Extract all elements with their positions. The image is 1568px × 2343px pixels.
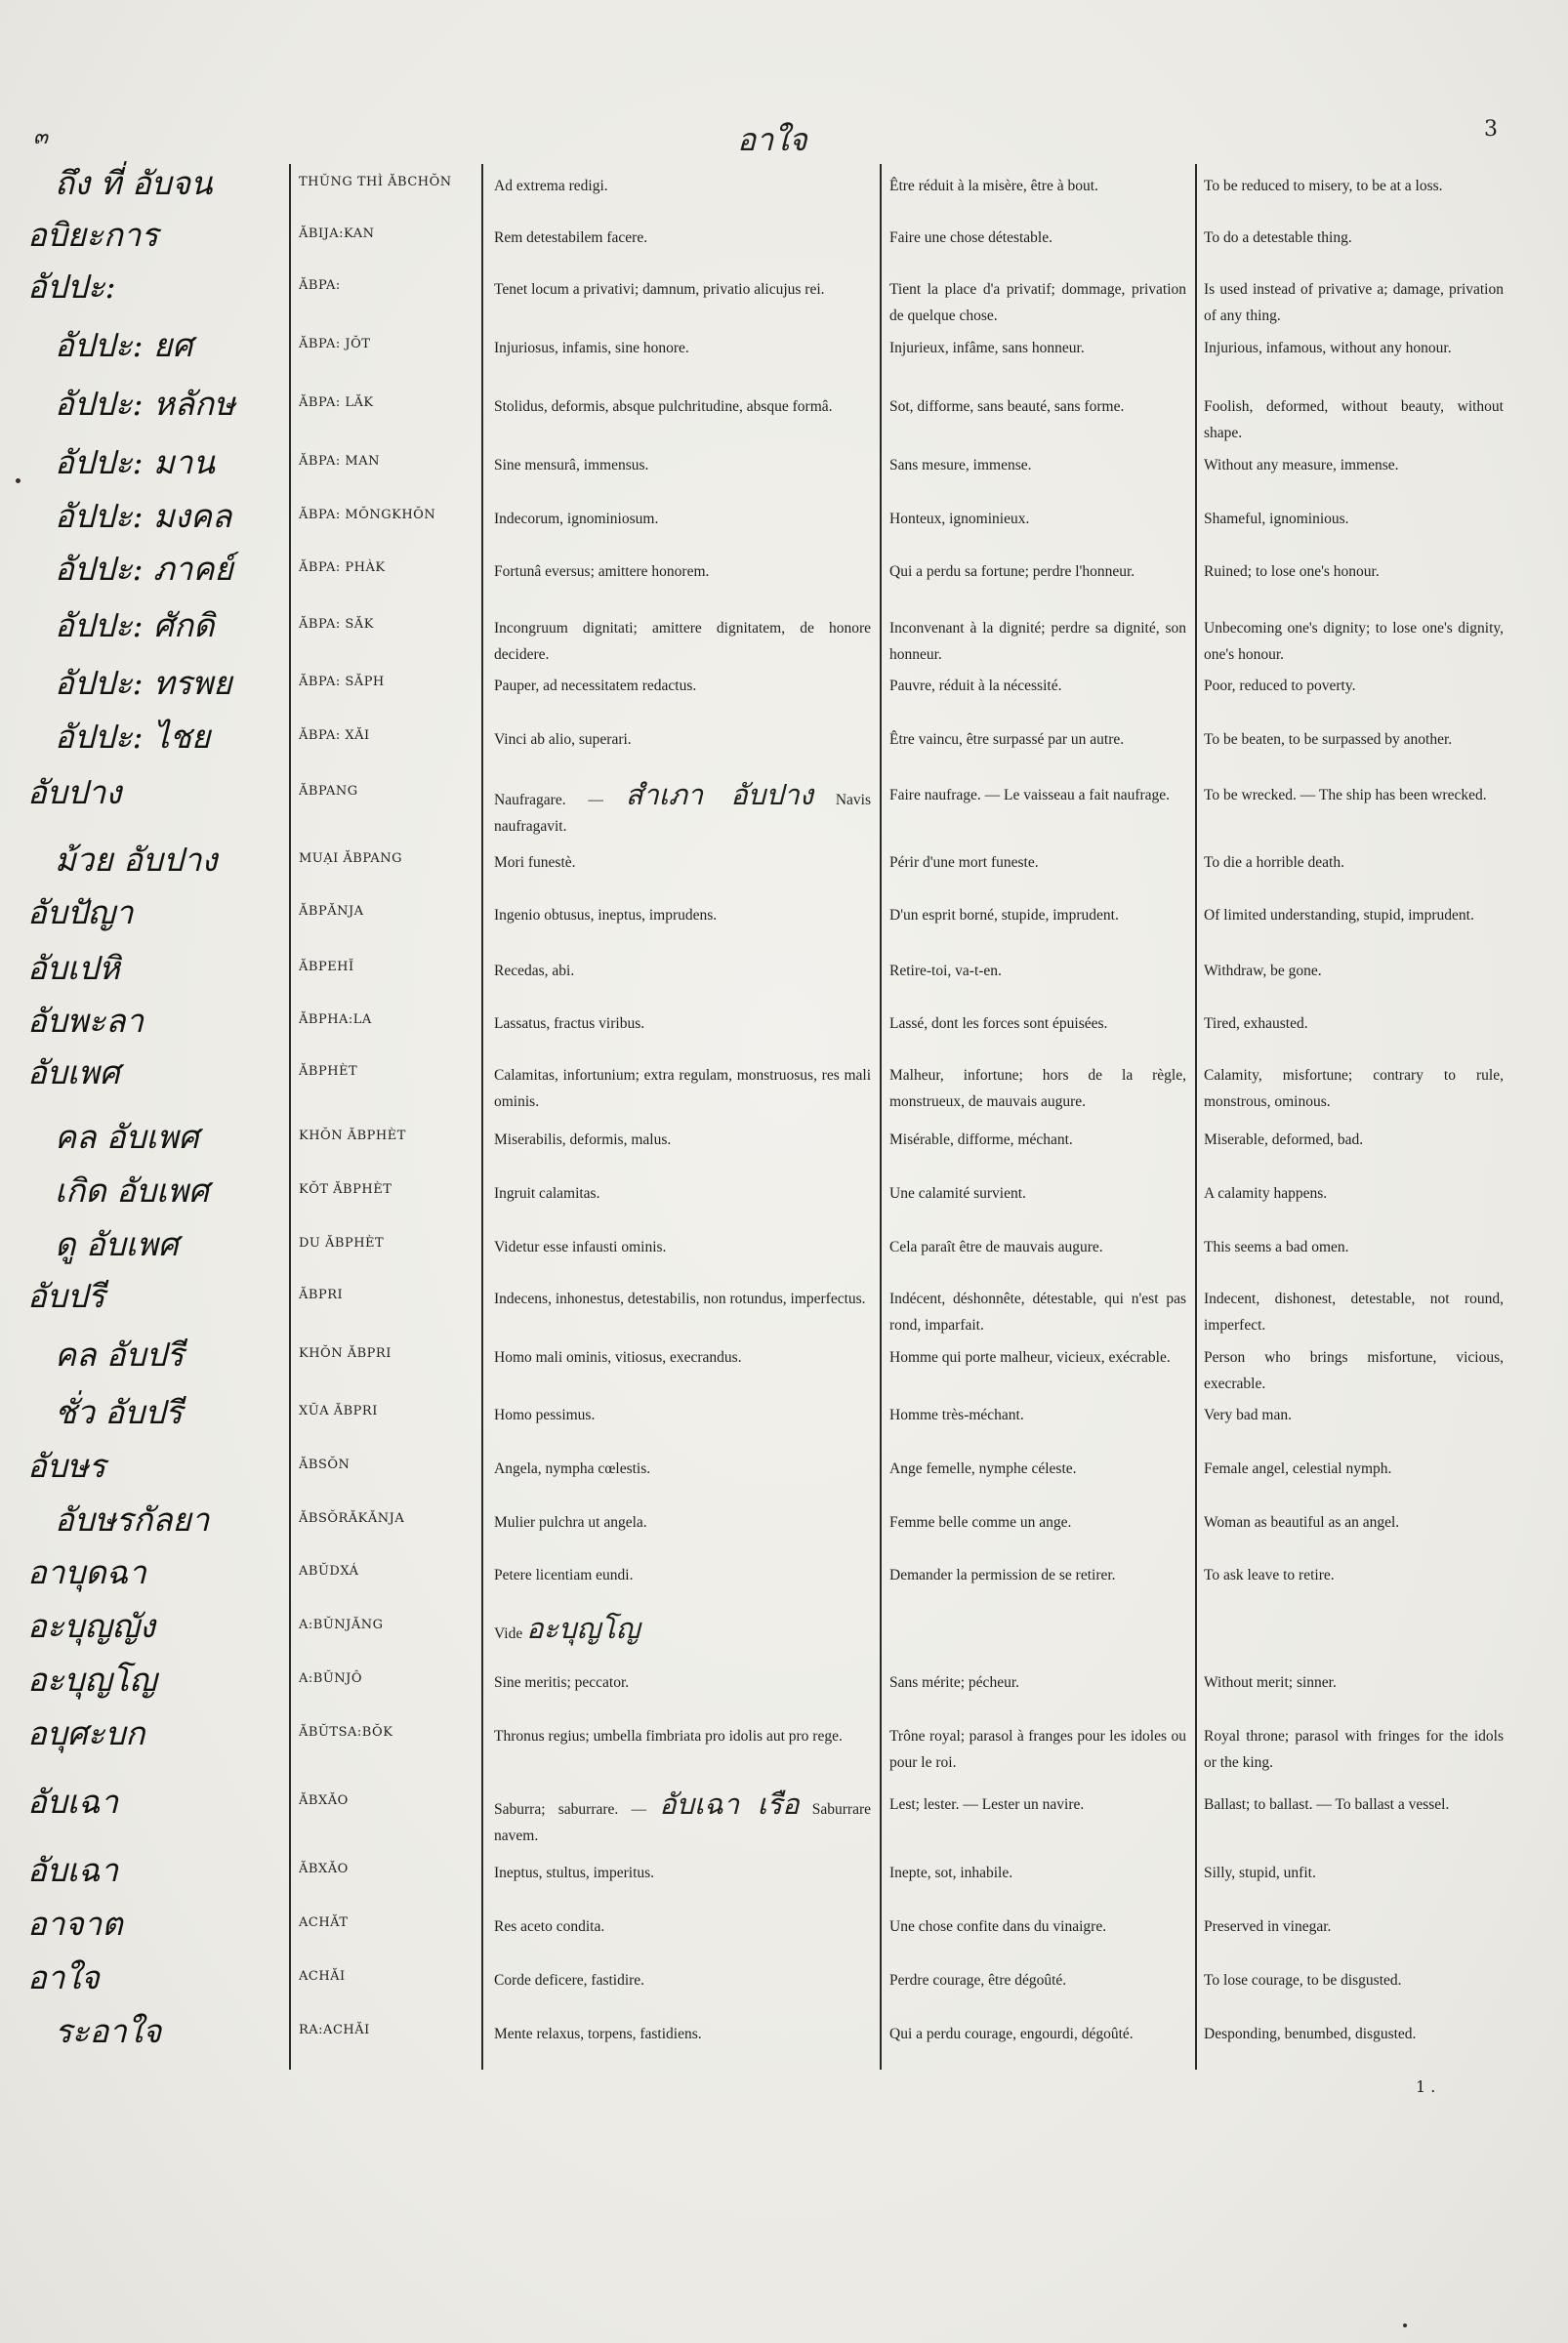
french-definition: Homme qui porte malheur, vicieux, exécrable. <box>889 1349 1171 1366</box>
entry-row <box>0 1390 1568 1444</box>
french-definition: Pauvre, réduit à la nécessité. <box>889 678 1062 694</box>
latin-definition: Angela, nympha cœlestis. <box>494 1460 651 1477</box>
english-definition: Unbecoming one's dignity; to lose one's dignity, one's honour. <box>1204 620 1504 663</box>
romanization: XŬA ĂBPRI <box>299 1404 378 1418</box>
romanization: ĂBPA: PHÀK <box>299 560 386 575</box>
latin-definition: Stolidus, deformis, absque pulchritudine, absque formâ. <box>494 398 833 415</box>
thai-headword: อบิยะการ <box>27 216 159 254</box>
latin-definition: Ad extrema redigi. <box>494 178 608 194</box>
english-definition: To be beaten, to be surpassed by another. <box>1204 731 1453 748</box>
entry-row <box>0 770 1568 838</box>
romanization: ĂBPĂNJA <box>299 904 364 919</box>
french-definition: Trône royal; parasol à franges pour les idoles ou pour le roi. <box>889 1728 1186 1771</box>
thai-headword: อัปปะ: ไชย <box>55 718 211 756</box>
latin-definition: Tenet locum a privativi; damnum, privatio alicujus rei. <box>494 281 825 298</box>
entry-row <box>0 1604 1568 1658</box>
latin-definition: Ingruit calamitas. <box>494 1185 600 1202</box>
thai-headword: อับเฉา <box>27 1851 119 1889</box>
english-definition: Miserable, deformed, bad. <box>1204 1131 1364 1148</box>
romanization: ĂBSŎRĂKĂNJA <box>299 1511 405 1526</box>
romanization: ĂBPHA:LA <box>299 1012 372 1027</box>
entry-row <box>0 1222 1568 1274</box>
english-definition: Without any measure, immense. <box>1204 457 1399 473</box>
thai-headword: ชั่ว อับปรี <box>55 1393 183 1431</box>
english-definition: To lose courage, to be disgusted. <box>1204 1972 1402 1989</box>
entry-row <box>0 440 1568 494</box>
latin-definition: Thronus regius; umbella fimbriata pro idolis aut pro rege. <box>494 1728 843 1745</box>
english-definition: Female angel, celestial nymph. <box>1204 1460 1392 1477</box>
latin-definition: Sine mensurâ, immensus. <box>494 457 649 473</box>
romanization: ĂBIJA:KAN <box>299 226 375 241</box>
romanization: KŎT ĂBPHÈT <box>299 1182 392 1197</box>
french-definition: Faire une chose détestable. <box>889 229 1052 246</box>
entry-row <box>0 1711 1568 1780</box>
latin-definition: Vinci ab alio, superari. <box>494 731 632 748</box>
latin-definition: Pauper, ad necessitatem redactus. <box>494 678 697 694</box>
entry-list <box>0 161 1568 2063</box>
entry-row <box>0 213 1568 265</box>
french-definition: Indécent, déshonnête, détestable, qui n'est pas rond, imparfait. <box>889 1291 1186 1334</box>
latin-text: Naufragare. — <box>494 792 603 808</box>
english-definition: Ballast; to ballast. — To ballast a vessel. <box>1204 1796 1450 1813</box>
entry-row <box>0 890 1568 946</box>
french-definition: Qui a perdu sa fortune; perdre l'honneur. <box>889 563 1135 580</box>
entry-row <box>0 382 1568 440</box>
thai-headword: ระอาใจ <box>55 2012 162 2050</box>
inline-thai-example: สำเภา อับปาง <box>625 778 813 811</box>
entry-row <box>0 715 1568 770</box>
romanization: ĂBXĂO <box>299 1793 349 1808</box>
entry-row <box>0 1274 1568 1333</box>
french-definition: Sot, difforme, sans beauté, sans forme. <box>889 398 1125 415</box>
latin-definition <box>494 1612 871 1647</box>
romanization: ABŬDXÁ <box>299 1564 359 1579</box>
thai-headword: เกิด อับเพศ <box>55 1172 209 1210</box>
thai-headword: อัปปะ: ยศ <box>55 326 193 364</box>
thai-headword: อับปรี <box>27 1277 105 1315</box>
latin-definition <box>494 778 872 840</box>
thai-headword: อาบุดฉา <box>27 1553 146 1591</box>
english-definition: Poor, reduced to poverty. <box>1204 678 1356 694</box>
french-definition: Tient la place d'a privatif; dommage, privation de quelque chose. <box>889 281 1186 324</box>
latin-definition: Recedas, abi. <box>494 963 575 979</box>
latin-definition: Petere licentiam eundi. <box>494 1567 634 1583</box>
french-definition: D'un esprit borné, stupide, imprudent. <box>889 907 1119 924</box>
thai-headword: อับษรกัลยา <box>55 1500 210 1539</box>
english-definition: To die a horrible death. <box>1204 854 1344 871</box>
french-definition: Faire naufrage. — Le vaisseau a fait naufrage. <box>889 787 1171 803</box>
latin-text: Saburra; saburrare. — <box>494 1801 647 1818</box>
latin-definition: Mulier pulchra ut angela. <box>494 1514 647 1531</box>
romanization: THǓNG THÌ ĂBCHŎN <box>299 175 452 189</box>
romanization: ACHĂT <box>299 1915 349 1930</box>
entry-row <box>0 1550 1568 1604</box>
french-definition: Retire-toi, va-t-en. <box>889 963 1002 979</box>
romanization: ĂBPANG <box>299 784 358 799</box>
french-definition: Sans mérite; pécheur. <box>889 1674 1019 1691</box>
english-definition: Preserved in vinegar. <box>1204 1918 1332 1935</box>
english-definition: This seems a bad omen. <box>1204 1239 1349 1255</box>
entry-row <box>0 1498 1568 1550</box>
english-definition: Royal throne; parasol with fringes for the idols or the king. <box>1204 1728 1504 1771</box>
entry-row <box>0 946 1568 999</box>
running-head: อาใจ <box>737 121 807 158</box>
english-definition: To do a detestable thing. <box>1204 229 1352 246</box>
english-definition: Ruined; to lose one's honour. <box>1204 563 1380 580</box>
french-definition: Une chose confite dans du vinaigre. <box>889 1918 1107 1935</box>
romanization: ACHĂI <box>299 1969 346 1984</box>
entry-row <box>0 1780 1568 1848</box>
french-definition: Demander la permission de se retirer. <box>889 1567 1116 1583</box>
english-definition: Indecent, dishonest, detestable, not round, imperfect. <box>1204 1291 1504 1334</box>
latin-definition: Res aceto condita. <box>494 1918 605 1935</box>
french-definition: Injurieux, infâme, sans honneur. <box>889 340 1085 356</box>
thai-headword: อับพะลา <box>27 1002 144 1040</box>
romanization: ĂBPA: JŎT <box>299 337 371 351</box>
french-definition: Être réduit à la misère, être à bout. <box>889 178 1098 194</box>
entry-row <box>0 1848 1568 1902</box>
latin-text: Navis naufragavit. <box>494 792 872 835</box>
entry-row <box>0 1169 1568 1222</box>
entry-row <box>0 265 1568 323</box>
english-definition: Desponding, benumbed, disgusted. <box>1204 2026 1417 2042</box>
english-definition: Foolish, deformed, without beauty, without shape. <box>1204 398 1504 441</box>
thai-headword: อับเฉา <box>27 1783 119 1821</box>
english-definition: Is used instead of privative a; damage, privation of any thing. <box>1204 281 1504 324</box>
romanization: ĂBSŎN <box>299 1458 351 1472</box>
thai-headword: อับษร <box>27 1447 106 1485</box>
paper-speck <box>1403 2323 1407 2327</box>
romanization: ĂBXĂO <box>299 1862 349 1876</box>
romanization: KHŎN ĂBPRI <box>299 1346 392 1361</box>
english-definition: Tired, exhausted. <box>1204 1015 1308 1032</box>
entry-row <box>0 1955 1568 2009</box>
french-definition: Une calamité survient. <box>889 1185 1026 1202</box>
thai-headword: คล อับปรี <box>55 1336 185 1374</box>
french-definition: Lest; lester. — Lester un navire. <box>889 1796 1085 1813</box>
entry-row <box>0 1444 1568 1498</box>
romanization: RA:ACHĂI <box>299 2023 370 2037</box>
inline-thai-example: อับเฉา เรือ <box>659 1788 800 1821</box>
thai-page-number: ๓ <box>33 125 49 149</box>
english-definition: Silly, stupid, unfit. <box>1204 1865 1316 1881</box>
latin-text: Saburrare navem. <box>494 1801 871 1844</box>
latin-definition <box>494 1788 871 1849</box>
latin-definition: Indecorum, ignominiosum. <box>494 511 659 527</box>
french-definition: Honteux, ignominieux. <box>889 511 1030 527</box>
thai-headword: ดู อับเพศ <box>55 1225 179 1263</box>
english-definition: Woman as beautiful as an angel. <box>1204 1514 1400 1531</box>
english-definition: Calamity, misfortune; contrary to rule, monstrous, ominous. <box>1204 1067 1504 1110</box>
thai-headword: คล อับเพศ <box>55 1118 199 1156</box>
thai-headword: อับเปหิ <box>27 949 120 987</box>
thai-headword: อัปปะ: <box>27 267 116 306</box>
thai-headword: อับปาง <box>27 773 122 811</box>
latin-definition: Injuriosus, infamis, sine honore. <box>494 340 689 356</box>
latin-definition: Homo pessimus. <box>494 1407 596 1423</box>
romanization: KHŎN ĂBPHÈT <box>299 1129 406 1143</box>
entry-row <box>0 1333 1568 1390</box>
romanization: ĂBPA: MŎNGKHŎN <box>299 508 436 522</box>
entry-row <box>0 999 1568 1050</box>
french-definition: Misérable, difforme, méchant. <box>889 1131 1073 1148</box>
latin-definition: Corde deficere, fastidire. <box>494 1972 645 1989</box>
paper-speck <box>16 478 21 483</box>
latin-definition: Ineptus, stultus, imperitus. <box>494 1865 655 1881</box>
english-definition: A calamity happens. <box>1204 1185 1328 1202</box>
latin-definition: Rem detestabilem facere. <box>494 229 648 246</box>
romanization: A:BŬNJÔ <box>299 1671 363 1686</box>
english-definition: Very bad man. <box>1204 1407 1292 1423</box>
thai-headword: อะบุญญัง <box>27 1607 155 1645</box>
romanization: ĂBŬTSA:BŎK <box>299 1725 393 1740</box>
french-definition: Femme belle comme un ange. <box>889 1514 1072 1531</box>
latin-definition: Sine meritis; peccator. <box>494 1674 630 1691</box>
thai-headword: ถึง ที่ อับจน <box>55 164 213 202</box>
french-definition: Périr d'une mort funeste. <box>889 854 1039 871</box>
latin-definition: Ingenio obtusus, ineptus, imprudens. <box>494 907 718 924</box>
inline-thai-example: อะบุญโญ <box>526 1612 640 1645</box>
entry-row <box>0 547 1568 603</box>
romanization: ĂBPA: XĂI <box>299 728 370 743</box>
entry-row <box>0 323 1568 382</box>
thai-headword: อบุศะบก <box>27 1714 145 1752</box>
romanization: ĂBPA: LĂK <box>299 395 374 410</box>
page-header <box>0 109 1568 158</box>
romanization: ĂBPRI <box>299 1288 344 1302</box>
thai-headword: อาจาต <box>27 1905 123 1943</box>
english-definition: Shameful, ignominious. <box>1204 511 1349 527</box>
french-definition: Perdre courage, être dégoûté. <box>889 1972 1067 1989</box>
english-definition: Withdraw, be gone. <box>1204 963 1322 979</box>
entry-row <box>0 1115 1568 1169</box>
latin-definition: Miserabilis, deformis, malus. <box>494 1131 672 1148</box>
thai-headword: อัปปะ: ภาคย์ <box>55 550 233 588</box>
french-definition: Lassé, dont les forces sont épuisées. <box>889 1015 1108 1032</box>
thai-headword: อัปปะ: หลักษ <box>55 385 235 423</box>
entry-row <box>0 1658 1568 1711</box>
thai-headword: อับเพศ <box>27 1053 120 1091</box>
latin-definition: Videtur esse infausti ominis. <box>494 1239 667 1255</box>
thai-headword: อัปปะ: ทรพย <box>55 664 232 702</box>
entry-row <box>0 2009 1568 2063</box>
french-definition: Malheur, infortune; hors de la règle, monstrueux, de mauvais augure. <box>889 1067 1186 1110</box>
latin-definition: Fortunâ eversus; amittere honorem. <box>494 563 710 580</box>
romanization: MUẠI ĂBPANG <box>299 851 403 866</box>
english-definition: Of limited understanding, stupid, imprudent. <box>1204 907 1474 924</box>
french-definition: Inepte, sot, inhabile. <box>889 1865 1013 1881</box>
entry-row <box>0 661 1568 715</box>
latin-definition: Calamitas, infortunium; extra regulam, monstruosus, res mali ominis. <box>494 1067 871 1110</box>
entry-row <box>0 494 1568 547</box>
thai-headword: อัปปะ: ศักดิ <box>55 606 215 644</box>
thai-headword: อาใจ <box>27 1958 100 1996</box>
thai-headword: ม้วย อับปาง <box>55 841 218 879</box>
latin-definition: Incongruum dignitati; amittere dignitatem, de honore decidere. <box>494 620 871 663</box>
latin-definition: Mori funestè. <box>494 854 576 871</box>
latin-definition: Indecens, inhonestus, detestabilis, non rotundus, imperfectus. <box>494 1291 866 1307</box>
french-definition: Ange femelle, nymphe céleste. <box>889 1460 1077 1477</box>
thai-headword: อัปปะ: มงคล <box>55 497 232 535</box>
english-definition: To ask leave to retire. <box>1204 1567 1335 1583</box>
french-definition: Cela paraît être de mauvais augure. <box>889 1239 1103 1255</box>
entry-row <box>0 161 1568 213</box>
thai-headword: อัปปะ: มาน <box>55 443 215 481</box>
french-definition: Qui a perdu courage, engourdi, dégoûté. <box>889 2026 1134 2042</box>
romanization: A:BŬNJĂNG <box>299 1618 384 1632</box>
romanization: ĂBPA: MAN <box>299 454 380 469</box>
latin-definition: Homo mali ominis, vitiosus, execrandus. <box>494 1349 742 1366</box>
romanization: ĂBPHÈT <box>299 1064 358 1079</box>
french-definition: Sans mesure, immense. <box>889 457 1032 473</box>
french-definition: Inconvenant à la dignité; perdre sa dignité, son honneur. <box>889 620 1186 663</box>
entry-row <box>0 838 1568 890</box>
french-definition: Homme très-méchant. <box>889 1407 1024 1423</box>
romanization: ĂBPA: <box>299 278 341 293</box>
latin-definition: Lassatus, fractus viribus. <box>494 1015 645 1032</box>
english-definition: To be reduced to misery, to be at a loss. <box>1204 178 1443 194</box>
entry-row <box>0 1050 1568 1115</box>
thai-headword: อับปัญา <box>27 893 134 931</box>
english-definition: To be wrecked. — The ship has been wrecked. <box>1204 787 1487 803</box>
english-definition: Person who brings misfortune, vicious, execrable. <box>1204 1349 1504 1392</box>
english-definition: Injurious, infamous, without any honour. <box>1204 340 1452 356</box>
romanization: ĂBPEHĬ <box>299 960 354 974</box>
signature-mark: 1 . <box>1416 2077 1436 2096</box>
french-definition: Être vaincu, être surpassé par un autre. <box>889 731 1125 748</box>
latin-text: Vide <box>494 1625 523 1642</box>
entry-row <box>0 603 1568 661</box>
page-number: 3 <box>1484 117 1498 142</box>
romanization: ĂBPA: SĂPH <box>299 675 385 689</box>
entry-row <box>0 1902 1568 1955</box>
romanization: ĂBPA: SĂK <box>299 617 374 632</box>
latin-definition: Mente relaxus, torpens, fastidiens. <box>494 2026 702 2042</box>
english-definition: Without merit; sinner. <box>1204 1674 1337 1691</box>
thai-headword: อะบุญโญ <box>27 1661 157 1699</box>
romanization: DU ĂBPHÈT <box>299 1236 385 1251</box>
